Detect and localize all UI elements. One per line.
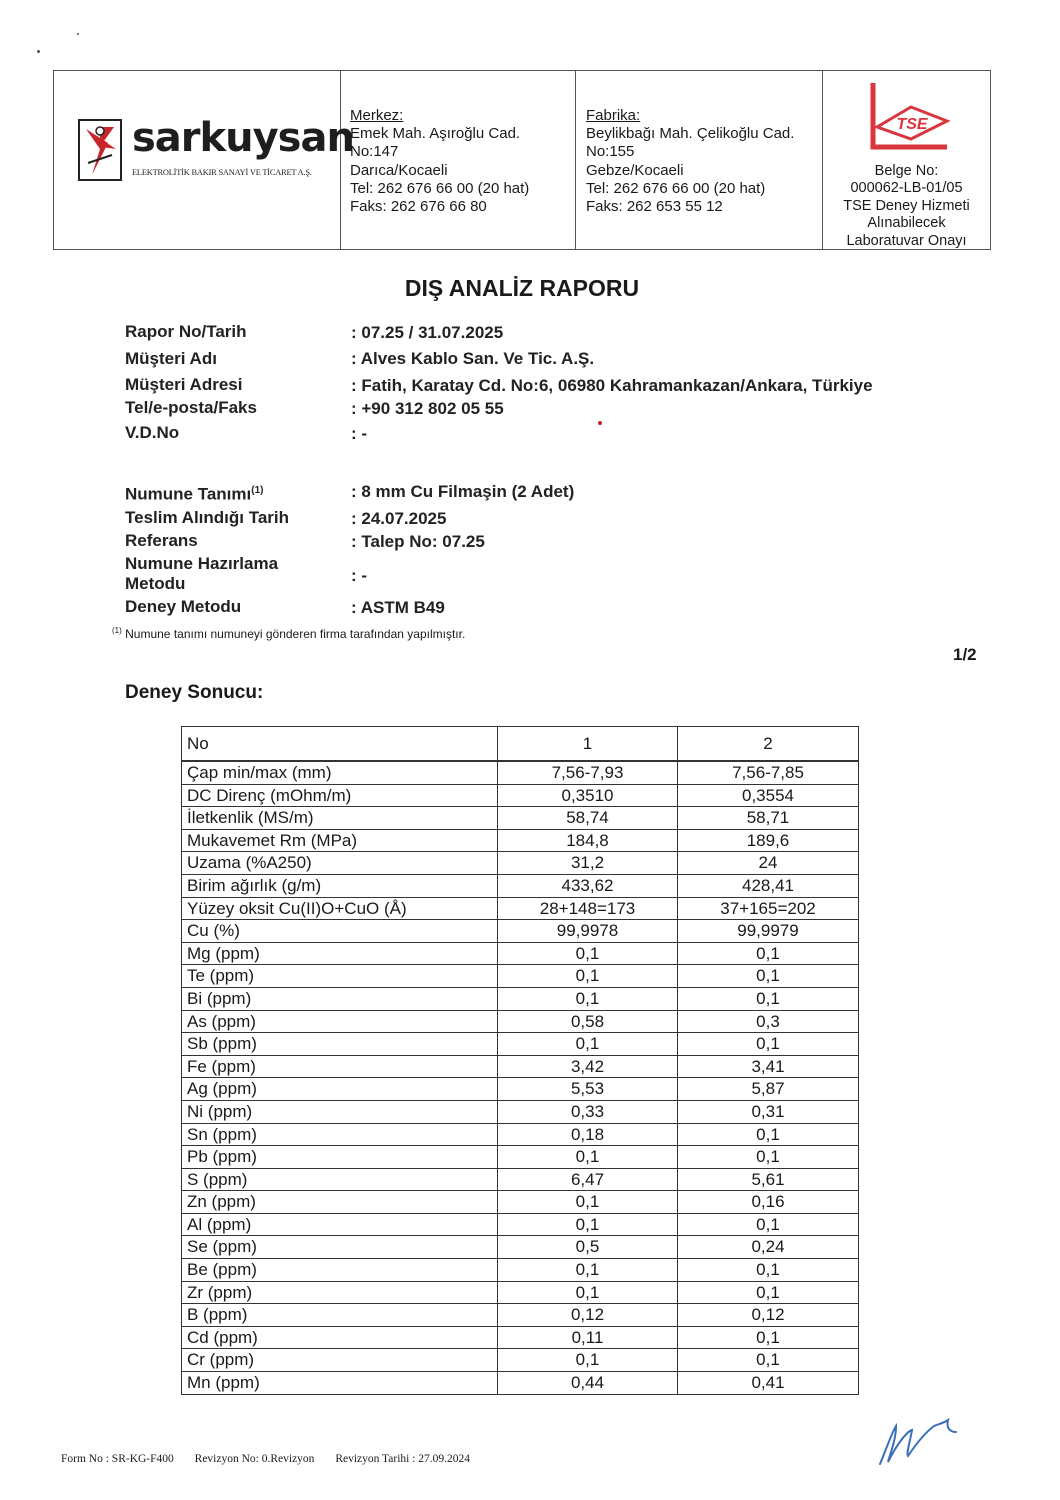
value-cell: 0,1 <box>498 965 678 988</box>
parameter-cell: Cu (%) <box>182 920 498 943</box>
parameter-cell: Çap min/max (mm) <box>182 761 498 784</box>
table-row <box>182 1213 859 1236</box>
value-cell: 0,16 <box>678 1191 859 1214</box>
field-label-test-method: Deney Metodu <box>125 597 242 616</box>
merkez-line: Emek Mah. Aşıroğlu Cad. <box>350 125 521 142</box>
value-cell: 5,61 <box>678 1168 859 1191</box>
value-cell: 0,12 <box>678 1304 859 1327</box>
parameter-cell: İletkenlik (MS/m) <box>182 807 498 830</box>
table-row <box>182 1191 859 1214</box>
revision-number: Revizyon No: 0.Revizyon <box>194 1453 315 1465</box>
table-row <box>182 1259 859 1282</box>
table-row <box>182 1349 859 1372</box>
signature-icon <box>876 1410 960 1468</box>
parameter-cell: Cd (ppm) <box>182 1326 498 1349</box>
value-cell: 7,56-7,93 <box>498 761 678 784</box>
value-cell: 0,1 <box>678 942 859 965</box>
table-row <box>182 807 859 830</box>
merkez-line: No:147 <box>350 143 399 161</box>
company-logo-cell <box>54 71 354 249</box>
parameter-cell: Zn (ppm) <box>182 1191 498 1214</box>
value-cell: 5,87 <box>678 1078 859 1101</box>
fabrika-address <box>576 71 823 249</box>
merkez-line: Faks: 262 676 66 80 <box>350 198 487 216</box>
sarkuysan-emblem-icon <box>78 119 122 181</box>
value-cell: 0,1 <box>498 1146 678 1169</box>
parameter-cell: As (ppm) <box>182 1010 498 1033</box>
table-row <box>182 1146 859 1169</box>
merkez-title: Merkez: <box>350 107 404 124</box>
scan-speck <box>598 421 602 425</box>
table-row <box>182 1100 859 1123</box>
page-number: 1/2 <box>953 645 977 664</box>
table-row <box>182 852 859 875</box>
value-cell: 0,33 <box>498 1100 678 1123</box>
field-value-sample-description: : 8 mm Cu Filmaşin (2 Adet) <box>351 482 575 501</box>
tse-logo-icon <box>867 81 953 153</box>
value-cell: 0,1 <box>678 1349 859 1372</box>
tse-line: TSE Deney Hizmeti <box>843 197 970 214</box>
merkez-line: Tel: 262 676 66 00 (20 hat) <box>350 179 530 197</box>
table-row <box>182 784 859 807</box>
revision-date: Revizyon Tarihi : 27.09.2024 <box>335 1453 471 1465</box>
tse-line: Belge No: <box>874 163 939 179</box>
header-no: No <box>182 727 498 762</box>
field-value-reference: : Talep No: 07.25 <box>351 532 485 551</box>
value-cell: 0,1 <box>498 942 678 965</box>
value-cell: 0,1 <box>498 1191 678 1214</box>
company-name: sarkuysan <box>132 115 354 161</box>
value-cell: 0,1 <box>678 987 859 1010</box>
parameter-cell: Sn (ppm) <box>182 1123 498 1146</box>
table-row <box>182 897 859 920</box>
company-subtitle: ELEKTROLİTİK BAKIR SANAYİ VE TİCARET A.Ş. <box>132 168 312 177</box>
parameter-cell: Ni (ppm) <box>182 1100 498 1123</box>
table-row <box>182 1236 859 1259</box>
parameter-cell: Mukavemet Rm (MPa) <box>182 829 498 852</box>
parameter-cell: Bi (ppm) <box>182 987 498 1010</box>
table-row <box>182 920 859 943</box>
parameter-cell: S (ppm) <box>182 1168 498 1191</box>
value-cell: 58,71 <box>678 807 859 830</box>
fabrika-line: No:155 <box>586 143 635 161</box>
field-label-sample-description: Numune Tanımı$^{(1)}$ <box>125 484 264 504</box>
parameter-cell: Be (ppm) <box>182 1259 498 1282</box>
field-value-tax-no: : - <box>351 424 368 443</box>
value-cell: 189,6 <box>678 829 859 852</box>
value-cell: 28+148=173 <box>498 897 678 920</box>
parameter-cell: Yüzey oksit Cu(II)O+CuO (Å) <box>182 897 498 920</box>
value-cell: 3,42 <box>498 1055 678 1078</box>
field-label-prep-method: Numune Hazırlama Metodu <box>125 554 279 593</box>
table-row <box>182 1326 859 1349</box>
field-value-contact: : +90 312 802 05 55 <box>351 399 504 418</box>
value-cell: 0,3 <box>678 1010 859 1033</box>
field-value-customer-name: : Alves Kablo San. Ve Tic. A.Ş. <box>351 349 595 368</box>
value-cell: 0,24 <box>678 1236 859 1259</box>
field-label-customer-address: Müşteri Adresi <box>125 375 243 394</box>
value-cell: 0,3510 <box>498 784 678 807</box>
table-row <box>182 1281 859 1304</box>
table-row <box>182 761 859 784</box>
value-cell: 0,1 <box>498 1033 678 1056</box>
value-cell: 24 <box>678 852 859 875</box>
parameter-cell: Fe (ppm) <box>182 1055 498 1078</box>
table-row <box>182 1078 859 1101</box>
header-sample-1: 1 <box>498 727 678 762</box>
results-table <box>181 726 859 1395</box>
parameter-cell: Te (ppm) <box>182 965 498 988</box>
footnote: $^{(1)}$ Numune tanımı numuneyi gönderen firma tarafından yapılmıştır. <box>112 626 466 641</box>
table-row <box>182 1168 859 1191</box>
value-cell: 0,1 <box>678 1326 859 1349</box>
value-cell: 0,1 <box>498 1213 678 1236</box>
form-number: Form No : SR-KG-F400 <box>61 1453 174 1465</box>
table-row <box>182 1010 859 1033</box>
form-footer <box>61 1453 488 1465</box>
value-cell: 0,1 <box>498 987 678 1010</box>
value-cell: 428,41 <box>678 874 859 897</box>
fabrika-line: Beylikbağı Mah. Çelikoğlu Cad. <box>586 125 795 142</box>
field-value-prep-method: : - <box>351 566 368 585</box>
table-row <box>182 829 859 852</box>
value-cell: 0,1 <box>498 1349 678 1372</box>
value-cell: 0,1 <box>678 1146 859 1169</box>
value-cell: 0,58 <box>498 1010 678 1033</box>
value-cell: 0,3554 <box>678 784 859 807</box>
results-header-row <box>182 727 859 762</box>
value-cell: 0,5 <box>498 1236 678 1259</box>
tse-line: Alınabilecek <box>867 215 946 232</box>
fabrika-title: Fabrika: <box>586 107 641 124</box>
field-value-test-method: : ASTM B49 <box>351 598 445 617</box>
fabrika-line: Gebze/Kocaeli <box>586 161 684 179</box>
field-value-customer-address: : Fatih, Karatay Cd. No:6, 06980 Kahramankazan/Ankara, Türkiye <box>351 376 873 395</box>
field-value-report-no: : 07.25 / 31.07.2025 <box>351 323 504 342</box>
value-cell: 5,53 <box>498 1078 678 1101</box>
field-label-received-date: Teslim Alındığı Tarih <box>125 508 290 527</box>
value-cell: 6,47 <box>498 1168 678 1191</box>
tse-approval-cell <box>823 71 990 249</box>
value-cell: 0,1 <box>678 1123 859 1146</box>
document-title: DIŞ ANALİZ RAPORU <box>404 275 640 301</box>
scan-speck <box>77 33 79 35</box>
value-cell: 0,1 <box>678 1213 859 1236</box>
tse-logo-text: TSE <box>896 116 928 133</box>
parameter-cell: Birim ağırlık (g/m) <box>182 874 498 897</box>
value-cell: 0,1 <box>498 1281 678 1304</box>
parameter-cell: Ag (ppm) <box>182 1078 498 1101</box>
parameter-cell: Mg (ppm) <box>182 942 498 965</box>
value-cell: 433,62 <box>498 874 678 897</box>
field-label-tax-no: V.D.No <box>125 423 180 442</box>
value-cell: 0,41 <box>678 1372 859 1395</box>
parameter-cell: Se (ppm) <box>182 1236 498 1259</box>
table-row <box>182 1372 859 1395</box>
scan-speck <box>37 50 40 53</box>
value-cell: 0,31 <box>678 1100 859 1123</box>
results-title: Deney Sonucu: <box>125 682 264 703</box>
parameter-cell: B (ppm) <box>182 1304 498 1327</box>
parameter-cell: Uzama (%A250) <box>182 852 498 875</box>
value-cell: 0,1 <box>498 1259 678 1282</box>
table-row <box>182 942 859 965</box>
table-row <box>182 987 859 1010</box>
tse-line: Laboratuvar Onayı <box>846 232 967 249</box>
parameter-cell: Mn (ppm) <box>182 1372 498 1395</box>
table-row <box>182 874 859 897</box>
value-cell: 7,56-7,85 <box>678 761 859 784</box>
field-label-customer-name: Müşteri Adı <box>125 349 217 368</box>
field-value-received-date: : 24.07.2025 <box>351 509 447 528</box>
field-label-report-no: Rapor No/Tarih <box>125 322 247 341</box>
value-cell: 0,18 <box>498 1123 678 1146</box>
value-cell: 58,74 <box>498 807 678 830</box>
parameter-cell: Pb (ppm) <box>182 1146 498 1169</box>
tse-approval-text <box>823 163 990 250</box>
field-label-reference: Referans <box>125 531 198 550</box>
merkez-address <box>341 71 576 249</box>
value-cell: 0,44 <box>498 1372 678 1395</box>
parameter-cell: Cr (ppm) <box>182 1349 498 1372</box>
parameter-cell: Al (ppm) <box>182 1213 498 1236</box>
value-cell: 0,1 <box>678 965 859 988</box>
table-row <box>182 1304 859 1327</box>
table-row <box>182 1033 859 1056</box>
value-cell: 0,1 <box>678 1281 859 1304</box>
value-cell: 0,12 <box>498 1304 678 1327</box>
value-cell: 3,41 <box>678 1055 859 1078</box>
value-cell: 184,8 <box>498 829 678 852</box>
table-row <box>182 1123 859 1146</box>
merkez-line: Darıca/Kocaeli <box>350 161 448 179</box>
value-cell: 0,11 <box>498 1326 678 1349</box>
fabrika-line: Faks: 262 653 55 12 <box>586 198 723 216</box>
field-label-contact: Tel/e-posta/Faks <box>125 398 257 417</box>
value-cell: 31,2 <box>498 852 678 875</box>
header-sample-2: 2 <box>678 727 859 762</box>
table-row <box>182 1055 859 1078</box>
value-cell: 0,1 <box>678 1033 859 1056</box>
letterhead <box>53 70 991 250</box>
value-cell: 99,9979 <box>678 920 859 943</box>
value-cell: 37+165=202 <box>678 897 859 920</box>
value-cell: 99,9978 <box>498 920 678 943</box>
table-row <box>182 965 859 988</box>
value-cell: 0,1 <box>678 1259 859 1282</box>
parameter-cell: Zr (ppm) <box>182 1281 498 1304</box>
parameter-cell: Sb (ppm) <box>182 1033 498 1056</box>
tse-line: 000062-LB-01/05 <box>850 180 963 197</box>
fabrika-line: Tel: 262 676 66 00 (20 hat) <box>586 179 766 197</box>
parameter-cell: DC Direnç (mOhm/m) <box>182 784 498 807</box>
